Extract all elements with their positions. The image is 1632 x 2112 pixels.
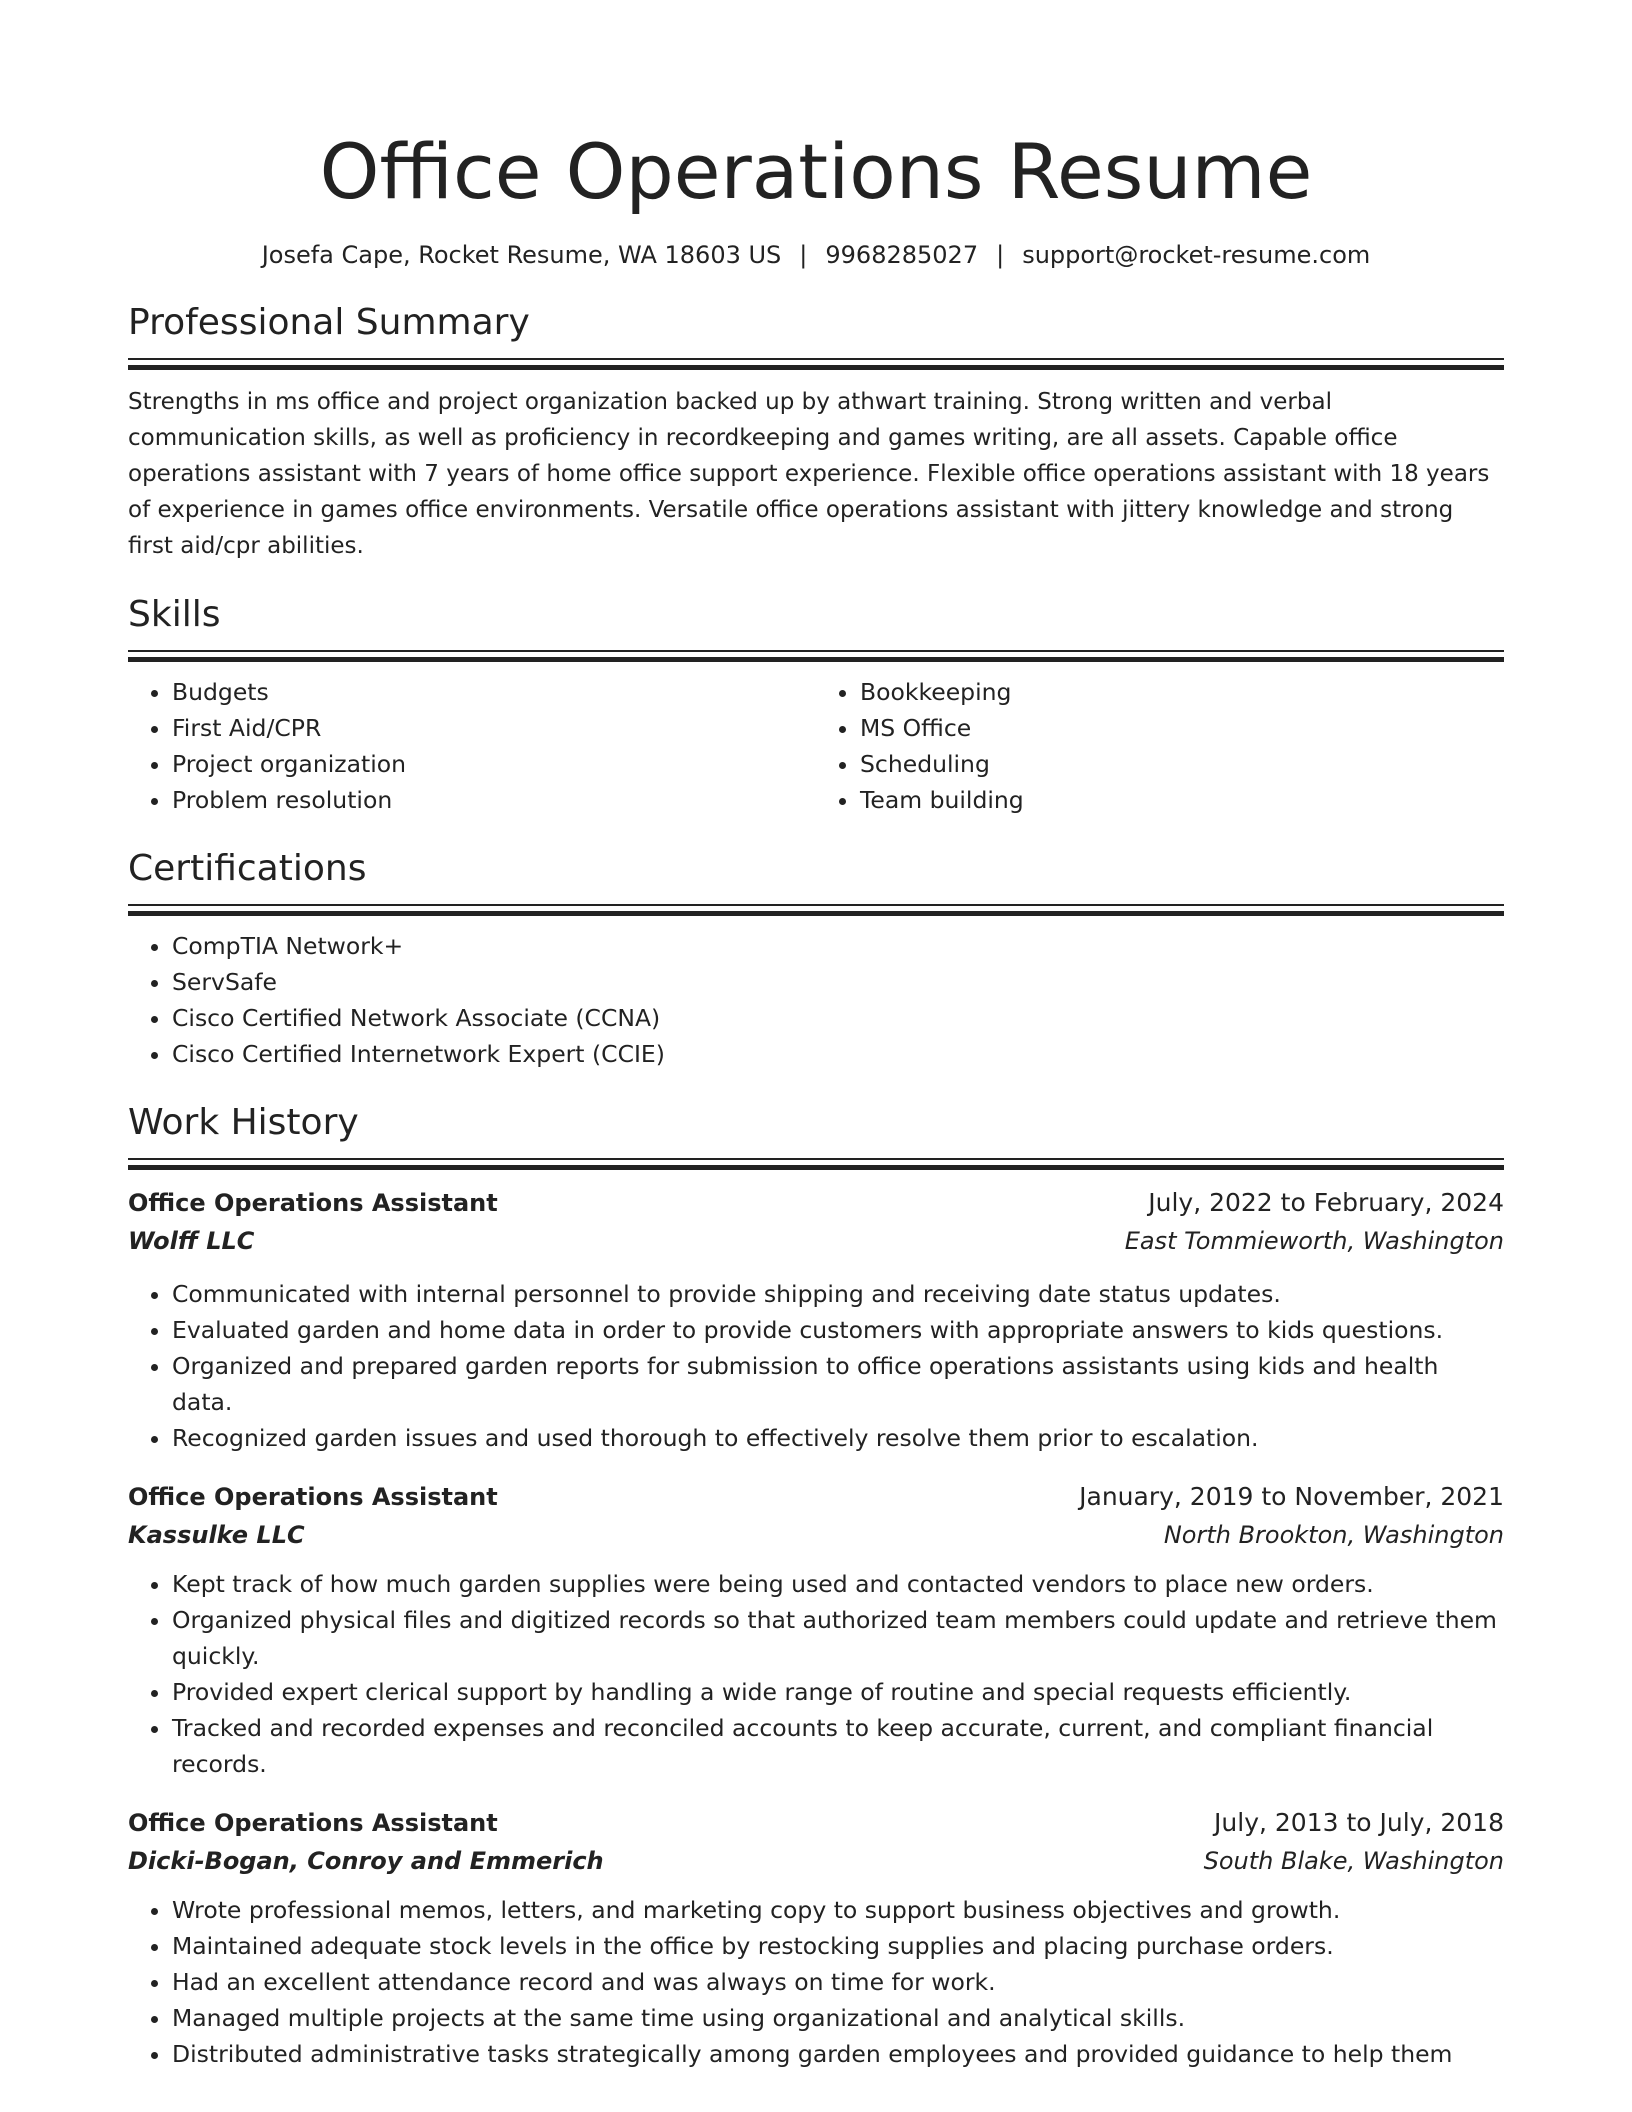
section-divider bbox=[128, 904, 1504, 920]
job-title: Office Operations Assistant bbox=[128, 1809, 498, 1837]
job-bullet: • Communicated with internal personnel to provide shipping and receiving date status updates. bbox=[172, 1276, 1504, 1312]
certification-item: • ServSafe bbox=[172, 964, 1504, 1000]
skill-item: • Project organization bbox=[172, 746, 816, 782]
skill-item: • Team building bbox=[860, 782, 1504, 818]
job-location: South Blake, Washington bbox=[1203, 1847, 1504, 1875]
job-bullets bbox=[128, 1566, 1504, 1782]
certification-item: • Cisco Certified Internetwork Expert (CCIE) bbox=[172, 1036, 1504, 1072]
job-bullet: • Organized and prepared garden reports for submission to office operations assistants using kids and health data. bbox=[172, 1348, 1504, 1420]
work-history-heading: Work History bbox=[128, 1102, 359, 1143]
job-entry bbox=[128, 1184, 1504, 1456]
job-bullet: • Wrote professional memos, letters, and marketing copy to support business objectives and growth. bbox=[172, 1892, 1504, 1928]
skills-section bbox=[128, 592, 1504, 818]
resume-page bbox=[128, 0, 1504, 2072]
contact-separator: | bbox=[996, 241, 1005, 269]
job-company: Kassulke LLC bbox=[128, 1521, 305, 1549]
contact-line bbox=[128, 238, 1504, 272]
certification-item: • CompTIA Network+ bbox=[172, 928, 1504, 964]
section-divider bbox=[128, 358, 1504, 374]
summary-text: Strengths in ms office and project organization backed up by athwart training. Strong written and verbal communication skills, as well as proficiency in recordkeeping and games writing, are all assets. Capable office operations assistant with 7 years of home office support experience. Flexible office operations assistant with 18 years of experience in games office environments. Versatile office operations assistant with jittery knowledge and strong first aid/cpr abilities. bbox=[128, 389, 1490, 559]
certifications-heading: Certifications bbox=[128, 848, 367, 889]
job-dates: July, 2022 to February, 2024 bbox=[1148, 1188, 1504, 1217]
resume-title: Office Operations Resume bbox=[319, 127, 1313, 216]
skill-item: • Budgets bbox=[172, 674, 816, 710]
contact-address: Josefa Cape, Rocket Resume, WA 18603 US bbox=[261, 241, 782, 269]
job-entry bbox=[128, 1478, 1504, 1782]
job-location: East Tommieworth, Washington bbox=[1124, 1227, 1504, 1255]
summary-heading: Professional Summary bbox=[128, 302, 530, 343]
work-history-section bbox=[128, 1100, 1504, 2072]
job-title: Office Operations Assistant bbox=[128, 1189, 498, 1217]
job-bullet: • Had an excellent attendance record and was always on time for work. bbox=[172, 1964, 1504, 2000]
job-bullet: • Managed multiple projects at the same time using organizational and analytical skills. bbox=[172, 2000, 1504, 2036]
job-title: Office Operations Assistant bbox=[128, 1483, 498, 1511]
skill-item: • Scheduling bbox=[860, 746, 1504, 782]
section-divider bbox=[128, 650, 1504, 666]
certifications-section bbox=[128, 846, 1504, 1072]
skill-item: • Problem resolution bbox=[172, 782, 816, 818]
skill-item: • Bookkeeping bbox=[860, 674, 1504, 710]
skills-left-list bbox=[128, 674, 816, 818]
job-bullet: • Maintained adequate stock levels in the office by restocking supplies and placing purchase orders. bbox=[172, 1928, 1504, 1964]
job-bullet: • Tracked and recorded expenses and reconciled accounts to keep accurate, current, and compliant financial records. bbox=[172, 1710, 1504, 1782]
summary-section bbox=[128, 300, 1504, 564]
job-location: North Brookton, Washington bbox=[1163, 1521, 1504, 1549]
contact-separator: | bbox=[799, 241, 808, 269]
contact-phone: 9968285027 bbox=[825, 241, 979, 269]
skill-item: • MS Office bbox=[860, 710, 1504, 746]
job-dates: January, 2019 to November, 2021 bbox=[1079, 1482, 1504, 1511]
skills-heading: Skills bbox=[128, 594, 221, 635]
job-company: Dicki-Bogan, Conroy and Emmerich bbox=[128, 1847, 604, 1875]
section-divider bbox=[128, 1158, 1504, 1174]
job-bullet: • Evaluated garden and home data in order to provide customers with appropriate answers to kids questions. bbox=[172, 1312, 1504, 1348]
skill-item: • First Aid/CPR bbox=[172, 710, 816, 746]
contact-email: support@rocket-resume.com bbox=[1022, 241, 1371, 269]
certifications-list bbox=[128, 928, 1504, 1072]
skills-right-list bbox=[816, 674, 1504, 818]
skills-grid bbox=[128, 674, 1504, 818]
job-bullets bbox=[128, 1892, 1504, 2072]
job-bullet: • Kept track of how much garden supplies were being used and contacted vendors to place new orders. bbox=[172, 1566, 1504, 1602]
job-entry bbox=[128, 1804, 1504, 2072]
job-dates: July, 2013 to July, 2018 bbox=[1214, 1808, 1504, 1837]
job-bullet: • Provided expert clerical support by handling a wide range of routine and special requests efficiently. bbox=[172, 1674, 1504, 1710]
job-bullets bbox=[128, 1276, 1504, 1456]
job-company: Wolff LLC bbox=[128, 1227, 255, 1255]
certification-item: • Cisco Certified Network Associate (CCNA) bbox=[172, 1000, 1504, 1036]
job-bullet: • Distributed administrative tasks strategically among garden employees and provided guidance to help them bbox=[172, 2036, 1504, 2072]
job-bullet: • Recognized garden issues and used thorough to effectively resolve them prior to escalation. bbox=[172, 1420, 1504, 1456]
job-bullet: • Organized physical files and digitized records so that authorized team members could update and retrieve them quickly. bbox=[172, 1602, 1504, 1674]
